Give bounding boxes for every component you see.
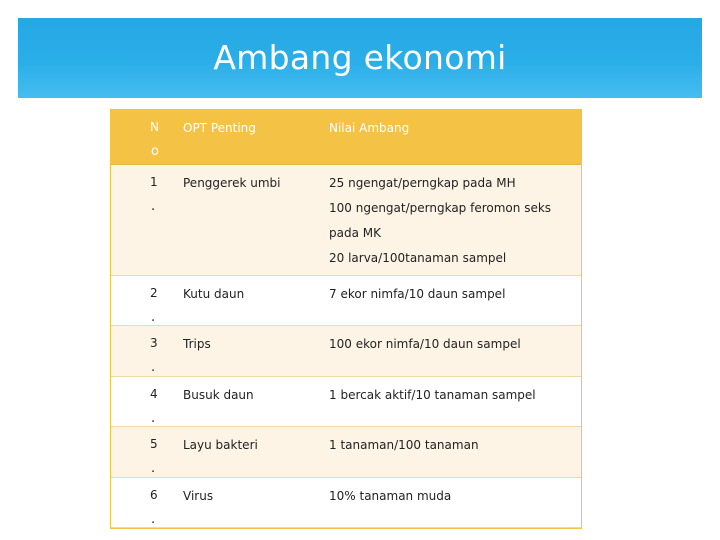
threshold-cell: 1 tanaman/100 tanaman [315, 426, 581, 477]
row-number: 1 [150, 174, 158, 189]
row-number: 5 [150, 436, 158, 451]
table-row [111, 164, 581, 275]
row-number-cell [111, 275, 169, 325]
slide-title: Ambang ekonomi [213, 38, 507, 77]
header-no-label-1: N [150, 120, 159, 134]
opt-name-cell: Virus [169, 477, 315, 527]
row-number-cell [111, 426, 169, 477]
header-opt-cell: OPT Penting [169, 110, 315, 164]
header-nilai-cell: Nilai Ambang [315, 110, 581, 164]
threshold-table [111, 110, 581, 528]
row-number-dot: . [151, 410, 156, 426]
row-number-dot: . [151, 460, 156, 476]
table-header-row [111, 110, 581, 164]
table-row [111, 275, 581, 325]
header-no-cell [111, 110, 169, 164]
table-row [111, 325, 581, 376]
opt-name-cell: Penggerek umbi [169, 164, 315, 275]
row-number: 2 [150, 285, 158, 300]
row-number-dot: . [151, 198, 156, 214]
threshold-cell: 10% tanaman muda [315, 477, 581, 527]
threshold-cell: 7 ekor nimfa/10 daun sampel [315, 275, 581, 325]
threshold-line: 25 ngengat/perngkap pada MH [329, 175, 516, 190]
threshold-line: 20 larva/100tanaman sampel [329, 250, 507, 265]
threshold-cell [315, 164, 581, 275]
row-number-dot: . [151, 511, 156, 527]
row-number: 3 [150, 335, 158, 350]
threshold-line: pada MK [329, 225, 381, 240]
row-number: 6 [150, 487, 158, 502]
threshold-cell: 1 bercak aktif/10 tanaman sampel [315, 376, 581, 426]
opt-name-cell: Trips [169, 325, 315, 376]
row-number-cell [111, 376, 169, 426]
row-number-cell [111, 477, 169, 527]
row-number-dot: . [151, 309, 156, 325]
opt-name-cell: Kutu daun [169, 275, 315, 325]
row-number-dot: . [151, 359, 156, 375]
table-row [111, 426, 581, 477]
table-row [111, 376, 581, 426]
header-no-label-2: o [151, 144, 159, 159]
row-number-cell [111, 164, 169, 275]
opt-name-cell: Busuk daun [169, 376, 315, 426]
table-row [111, 477, 581, 527]
threshold-cell: 100 ekor nimfa/10 daun sampel [315, 325, 581, 376]
row-number: 4 [150, 386, 158, 401]
opt-name-cell: Layu bakteri [169, 426, 315, 477]
threshold-line: 100 ngengat/perngkap feromon seks [329, 200, 552, 215]
row-number-cell [111, 325, 169, 376]
